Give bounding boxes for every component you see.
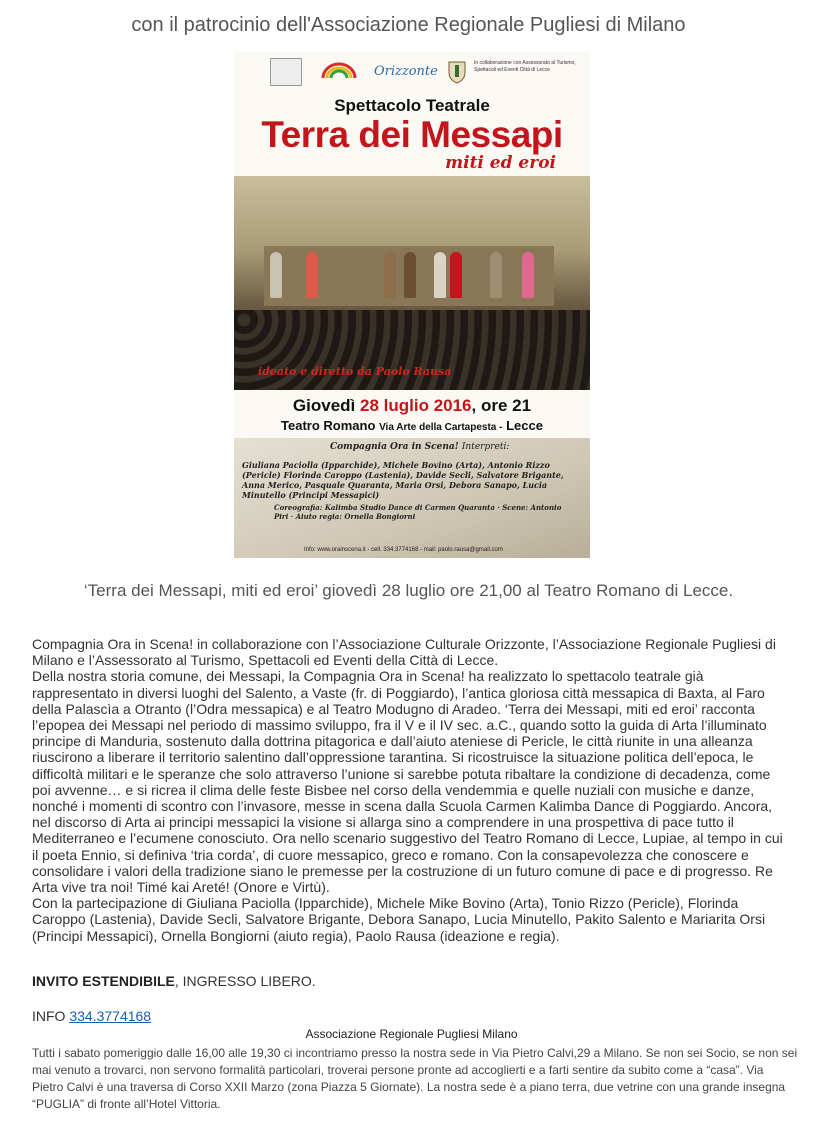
invite-bold: INVITO ESTENDIBILE [32, 973, 175, 989]
poster-date-time: , ore 21 [471, 396, 532, 415]
stage-photo [234, 176, 590, 390]
info-label: INFO [32, 1008, 70, 1024]
audience [234, 310, 590, 390]
actor-figure [270, 252, 282, 298]
poster-date-main: 28 luglio 2016 [360, 396, 472, 415]
photo-caption: ideato e diretto da Paolo Rausa [258, 365, 452, 378]
article-body [32, 636, 792, 944]
actor-figure [490, 252, 502, 298]
event-poster [234, 52, 590, 558]
credits-info: Info: www.orainscena.it - cell. 334.3774168 - mail: paolo.rausa@gmail.com [304, 547, 503, 553]
association-text: Tutti i sabato pomeriggio dalle 16,00 alle 19,30 ci incontriamo presso la nostra sede in Via Pietro Calvi,29 a Milano. Se non sei Socio, se non sei mai venuto a trovarci, non servono formalità particolari, troverai persone pronte ad accoglierti e a farti sentire da subito come a “casa”. Via Pietro Calvi è una traversa di Corso XXII Marzo (zona Piazza 5 Giornate). La nostra sede è a piano terra, due vetrine con una grande insegna “PUGLIA” di fronte all’Hotel Vittoria. [32, 1046, 798, 1111]
actor-figure [384, 252, 396, 298]
sponsor-logos [264, 58, 584, 90]
invite-rest: , INGRESSO LIBERO. [174, 973, 316, 989]
association-title: Associazione Regionale Pugliesi Milano [305, 1027, 518, 1041]
poster-title: Terra dei Messapi [261, 114, 563, 155]
invite-line [32, 973, 316, 989]
body-paragraph: Con la partecipazione di Giuliana Paciolla (Ipparchide), Michele Mike Bovino (Arta), Tonio Rizzo (Pericle), Florinda Caroppo (Lastenia), Davide Secli, Salvatore Brigante, Debora Sanapo, Lucia Minutello, Pakito Salento e Mariarita Orsi (Principi Messapici), Ornella Bongiorni (aiuto regia), Paolo Rausa (ideazione e regia). [32, 895, 766, 944]
poster-venue-street: Via Arte della Cartapesta - [379, 422, 503, 433]
patronage-heading: con il patrocinio dell'Associazione Regionale Pugliesi di Milano [131, 14, 686, 36]
article-subtitle: ‘Terra dei Messapi, miti ed eroi’ giovedì 28 luglio ore 21,00 al Teatro Romano di Lecce. [83, 581, 734, 600]
poster-venue-city: Lecce [506, 418, 543, 433]
info-line [32, 1008, 151, 1024]
credits-cast: Giuliana Paciolla (Ipparchide), Michele Bovino (Arta), Antonio Rizzo (Pericle) Florinda Caroppo (Lastenia), Davide Secli, Salvatore Brigante, Anna Merico, Pasquale Quaranta, Maria Orsi, Debora Sanapo, Lucia Minutello (Principi Messapici) [242, 460, 564, 500]
poster-venue-name: Teatro Romano [281, 418, 376, 433]
poster-tagline: miti ed eroi [445, 153, 556, 173]
rainbow-logo-icon [319, 58, 359, 84]
poster-credits [234, 438, 590, 558]
credits-crew: Coreografia: Kalimba Studio Dance di Carmen Quaranta · Scene: Antonio Piri · Aiuto regia: Ornella Bongiorni [274, 503, 562, 521]
logo-icon [270, 58, 302, 86]
actor-figure [404, 252, 416, 298]
city-crest-icon [447, 58, 467, 84]
info-phone-link[interactable]: 334.3774168 [69, 1008, 152, 1024]
actor-figure [306, 252, 318, 298]
poster-date-day: Giovedì [292, 396, 356, 415]
poster-subtitle: Spettacolo Teatrale [334, 96, 490, 115]
poster-date [234, 396, 590, 416]
actor-figure [450, 252, 462, 298]
body-paragraph: Della nostra storia comune, dei Messapi, la Compagnia Ora in Scena! ha realizzato lo spettacolo teatrale già rappresentato in diversi luoghi del Salento, a Vaste (fr. di Poggiardo), l’antica gloriosa città messapica di Baxta, al Faro della Palascìa a Otranto (l’Odra messapica) e al Teatro Modugno di Aradeo. ‘Terra dei Messapi, miti ed eroi’ racconta l’epopea dei Messapi nel periodo di massimo sviluppo, fra il V e il IV sec. a.C., quando sotto la guida di Arta l’illuminato principe di Manduria, sostenuto dalla dottrina pitagorica e dall’aiuto ateniese di Pericle, le città riunite in una alleanza riuscirono a liberare il territorio salentino dall’oppressione tarantina. Si ricostruisce la situazione politica dell’epoca, le difficoltà militari e le speranze che solo attraverso l’unione si sarebbe potuta ribaltare la condizione di decadenza, come poi avvenne… e si ricrea il clima delle feste Bisbee nel corso della vendemmia e quelle nuziali con musiche e danze, nonché i momenti di scontro con l’invasore, messe in scena dalla Scuola Carmen Kalimba Dance di Poggiardo. Ancora, nel discorso di Arta ai principi messapici la visione si allarga sino a comprendere in una prospettiva di pace tutto il Mediterraneo e l’ecumene conosciuto. Ora nello scenario suggestivo del Teatro Romano di Lecce, Lupiae, al tempo in cui il poeta Ennio, si definiva ‘tria corda’, di cuore messapico, greco e romano. Con la consapevolezza che conoscere e consolidare i valori della tradizione siano le premesse per la costruzione di un futuro comune di pace e di progresso. Re Arta vive tra noi! Timé kai Areté! (Onore e Virtù). [32, 668, 783, 896]
actor-figure [522, 252, 534, 298]
credits-company: Compagnia Ora in Scena! Interpreti: [330, 442, 510, 452]
poster-venue [234, 418, 590, 433]
city-collaboration-note: In collaborazione con Assessorato al Turismo, Spettacoli ed Eventi Città di Lecce [474, 60, 576, 73]
actor-figure [434, 252, 446, 298]
body-paragraph: Compagnia Ora in Scena! in collaborazione con l’Associazione Culturale Orizzonte, l’Associazione Regionale Pugliesi di Milano e l’Assessorato al Turismo, Spettacoli ed Eventi della Città di Lecce. [32, 636, 776, 669]
orizzonte-logo: Orizzonte [374, 64, 438, 79]
